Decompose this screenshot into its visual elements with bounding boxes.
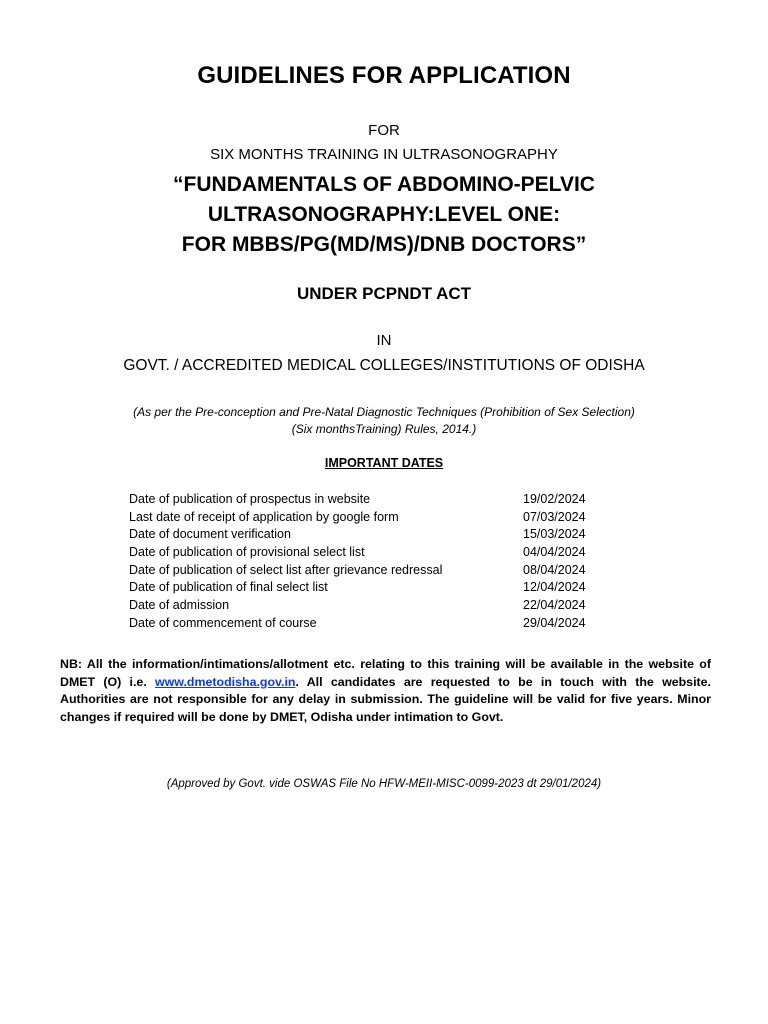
date-row [129, 509, 609, 527]
nb-text-before-link: NB: All the information/intimations/allotment etc. relating to this training will be available in the website of DMET (O) i.e. [60, 657, 711, 689]
approval-note: (Approved by Govt. vide OSWAS File No HFW-MEII-MISC-0099-2023 dt 29/01/2024) [166, 778, 602, 790]
important-dates-table [129, 491, 609, 633]
date-value: 19/02/2024 [523, 492, 586, 506]
for-label: FOR [368, 122, 400, 139]
rules-note-line-1: (As per the Pre-conception and Pre-Natal Diagnostic Techniques (Prohibition of Sex Selection) [133, 405, 635, 419]
course-title-line-1: “FUNDAMENTALS OF ABDOMINO-PELVIC [173, 173, 595, 196]
date-value: 08/04/2024 [523, 562, 586, 577]
rules-note [0, 404, 768, 438]
course-title [0, 170, 768, 260]
date-row [129, 526, 609, 544]
date-row [129, 615, 609, 633]
date-value: 22/04/2024 [523, 598, 586, 613]
date-label: Date of admission [129, 598, 230, 613]
date-label: Date of publication of select list after grievance redressal [129, 562, 443, 577]
in-label: IN [376, 332, 392, 349]
page-title: GUIDELINES FOR APPLICATION [197, 62, 571, 89]
important-dates-heading: IMPORTANT DATES [324, 456, 444, 470]
date-label: Date of publication of final select list [129, 580, 328, 595]
date-row [129, 579, 609, 597]
date-label: Last date of receipt of application by google form [129, 509, 399, 524]
date-value: 04/04/2024 [523, 545, 586, 560]
date-label: Date of publication of prospectus in website [129, 492, 371, 506]
date-row [129, 597, 609, 615]
date-label: Date of document verification [129, 527, 291, 542]
date-row [129, 562, 609, 580]
date-value: 12/04/2024 [523, 580, 586, 595]
date-label: Date of commencement of course [129, 615, 317, 630]
nb-text-after-link: . All candidates are requested to be in touch with the website. Authorities are not responsible for any delay in submission. The guideline will be valid for five years. Minor changes if required will be done by DMET, Odisha under intimation to Govt. [60, 674, 711, 724]
date-row [129, 544, 609, 562]
institutions-line: GOVT. / ACCREDITED MEDICAL COLLEGES/INSTITUTIONS OF ODISHA [123, 357, 645, 374]
training-subtitle: SIX MONTHS TRAINING IN ULTRASONOGRAPHY [210, 146, 558, 163]
dmet-website-link[interactable]: www.dmetodisha.gov.in [155, 674, 296, 689]
date-label: Date of publication of provisional select list [129, 545, 365, 560]
course-title-line-2: ULTRASONOGRAPHY:LEVEL ONE: [207, 203, 561, 226]
act-heading: UNDER PCPNDT ACT [296, 284, 472, 303]
rules-note-line-2: (Six monthsTraining) Rules, 2014.) [291, 422, 477, 436]
date-row [129, 491, 609, 509]
nb-notice [60, 656, 711, 726]
date-value: 07/03/2024 [523, 509, 586, 524]
course-title-line-3: FOR MBBS/PG(MD/MS)/DNB DOCTORS” [181, 233, 587, 256]
date-value: 15/03/2024 [523, 527, 586, 542]
date-value: 29/04/2024 [523, 615, 586, 630]
